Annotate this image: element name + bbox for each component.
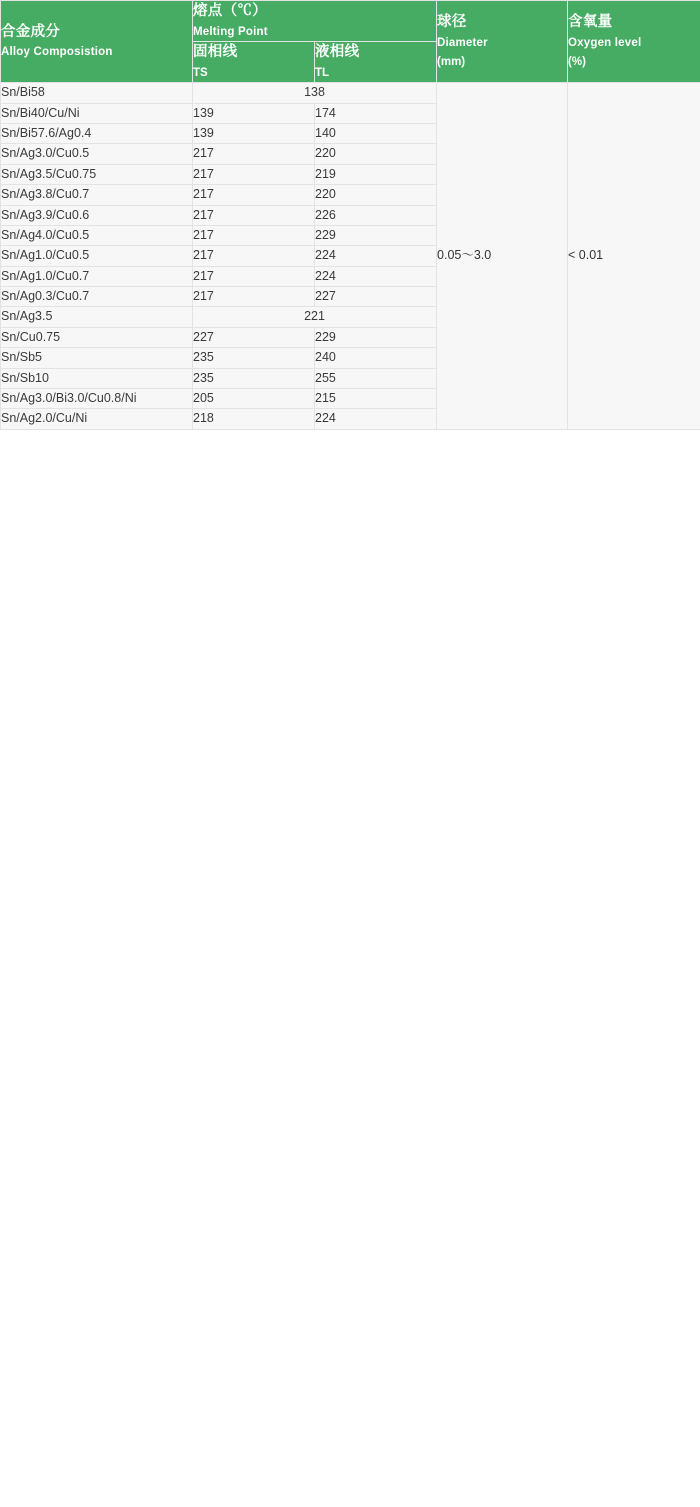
cell-diameter: 0.05～3.0 [437, 83, 568, 429]
header-oxygen-level-en: Oxygen level [568, 37, 642, 50]
cell-alloy: Sn/Cu0.75 [1, 327, 193, 347]
cell-solidus: 235 [193, 348, 315, 368]
cell-liquidus: 220 [315, 185, 437, 205]
header-liquidus-en: TL [315, 66, 330, 79]
cell-alloy: Sn/Bi58 [1, 83, 193, 103]
cell-alloy: Sn/Ag0.3/Cu0.7 [1, 287, 193, 307]
cell-liquidus: 229 [315, 327, 437, 347]
cell-alloy: Sn/Ag3.0/Cu0.5 [1, 144, 193, 164]
cell-liquidus: 224 [315, 266, 437, 286]
cell-solidus: 217 [193, 287, 315, 307]
cell-solidus: 218 [193, 409, 315, 429]
header-solidus [193, 42, 315, 83]
cell-solidus: 139 [193, 124, 315, 144]
header-melting-point-en: Melting Point [193, 25, 268, 38]
cell-solidus: 217 [193, 225, 315, 245]
header-liquidus-cn: 液相线 [315, 44, 360, 61]
cell-liquidus: 215 [315, 388, 437, 408]
cell-alloy: Sn/Ag3.0/Bi3.0/Cu0.8/Ni [1, 388, 193, 408]
cell-liquidus: 224 [315, 409, 437, 429]
cell-liquidus: 140 [315, 124, 437, 144]
cell-solidus: 217 [193, 205, 315, 225]
cell-solidus: 217 [193, 246, 315, 266]
cell-solidus: 217 [193, 266, 315, 286]
cell-solidus: 217 [193, 164, 315, 184]
cell-alloy: Sn/Ag4.0/Cu0.5 [1, 225, 193, 245]
header-melting-point-cn: 熔点（℃） [193, 3, 267, 19]
table-row [1, 83, 700, 103]
cell-solidus: 227 [193, 327, 315, 347]
header-alloy-composition [1, 1, 193, 83]
header-alloy-composition-cn: 合金成分 [1, 23, 61, 40]
cell-alloy: Sn/Ag3.8/Cu0.7 [1, 185, 193, 205]
table-header [1, 1, 700, 83]
cell-alloy: Sn/Ag2.0/Cu/Ni [1, 409, 193, 429]
header-oxygen-level-cn: 含氧量 [568, 14, 613, 31]
cell-alloy: Sn/Bi40/Cu/Ni [1, 103, 193, 123]
cell-liquidus: 240 [315, 348, 437, 368]
cell-alloy: Sn/Ag3.5/Cu0.75 [1, 164, 193, 184]
cell-alloy: Sn/Ag3.9/Cu0.6 [1, 205, 193, 225]
header-liquidus [315, 42, 437, 83]
header-diameter-cn: 球径 [437, 14, 467, 31]
cell-alloy: Sn/Ag1.0/Cu0.5 [1, 246, 193, 266]
cell-alloy: Sn/Ag1.0/Cu0.7 [1, 266, 193, 286]
cell-solidus: 139 [193, 103, 315, 123]
header-oxygen-level-unit: (%) [568, 55, 586, 68]
header-diameter-en: Diameter [437, 37, 488, 50]
header-oxygen-level [568, 1, 700, 83]
cell-alloy: Sn/Bi57.6/Ag0.4 [1, 124, 193, 144]
cell-oxygen-level: < 0.01 [568, 83, 700, 429]
cell-liquidus: 229 [315, 225, 437, 245]
cell-alloy: Sn/Sb10 [1, 368, 193, 388]
alloy-specification-table [0, 0, 700, 430]
cell-liquidus: 226 [315, 205, 437, 225]
cell-alloy: Sn/Sb5 [1, 348, 193, 368]
table-body [1, 83, 700, 429]
cell-melting-merged: 221 [193, 307, 437, 327]
header-diameter [437, 1, 568, 83]
cell-liquidus: 174 [315, 103, 437, 123]
cell-melting-merged: 138 [193, 83, 437, 103]
header-diameter-unit: (mm) [437, 55, 466, 68]
header-melting-point [193, 1, 437, 42]
cell-solidus: 205 [193, 388, 315, 408]
header-solidus-en: TS [193, 66, 208, 79]
cell-liquidus: 220 [315, 144, 437, 164]
cell-solidus: 217 [193, 144, 315, 164]
cell-liquidus: 227 [315, 287, 437, 307]
header-row-primary [1, 1, 700, 42]
cell-solidus: 235 [193, 368, 315, 388]
cell-alloy: Sn/Ag3.5 [1, 307, 193, 327]
cell-solidus: 217 [193, 185, 315, 205]
header-alloy-composition-en: Alloy Composistion [1, 46, 113, 59]
cell-liquidus: 255 [315, 368, 437, 388]
cell-liquidus: 224 [315, 246, 437, 266]
header-solidus-cn: 固相线 [193, 44, 238, 61]
cell-liquidus: 219 [315, 164, 437, 184]
